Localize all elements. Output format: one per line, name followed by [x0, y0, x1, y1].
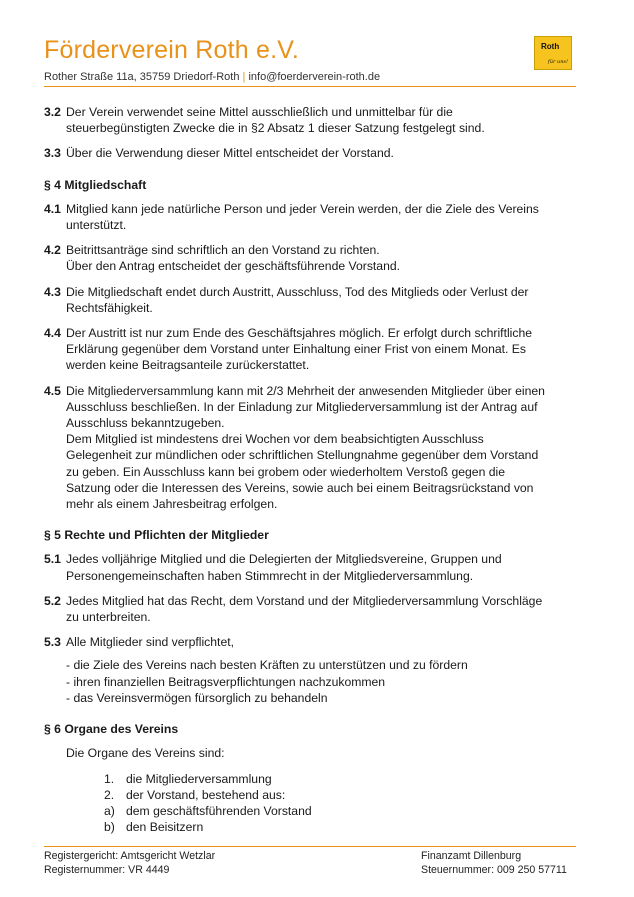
paragraph-line: Personengemeinschaften haben Stimmrecht in der Mitgliederversammlung. — [66, 568, 474, 583]
heading-section-6: § 6 Organe des Vereins — [44, 722, 179, 737]
list-marker: 1. — [104, 771, 115, 786]
organs-list — [44, 771, 578, 836]
paragraph-line: Der Verein verwendet seine Mittel ausschließlich und unmittelbar für die — [66, 105, 453, 119]
paragraph-number: 4.3 — [44, 284, 61, 299]
tax-number: Steuernummer: 009 250 57711 — [421, 864, 567, 876]
paragraph-line: Die Mitgliederversammlung kann mit 2/3 Mehrheit der anwesenden Mitglieder über einen — [66, 383, 545, 398]
paragraph-line: Jedes Mitglied hat das Recht, dem Vorstand und der Mitgliederversammlung Vorschläge — [66, 593, 543, 608]
paragraph-4-4 — [44, 325, 578, 374]
paragraph-5-1 — [44, 551, 578, 583]
logo-script-text: für uns! — [547, 59, 568, 65]
list-marker: 2. — [104, 787, 115, 802]
organ-item — [104, 803, 578, 819]
footer-divider — [44, 846, 576, 847]
paragraph-number: 5.3 — [44, 635, 61, 650]
paragraph-line: Über den Antrag entscheidet der geschäftsführende Vorstand. — [66, 259, 401, 274]
duties-list — [44, 657, 578, 706]
paragraph-number: 4.4 — [44, 326, 61, 341]
document-body — [44, 104, 578, 835]
organ-item — [104, 787, 578, 803]
paragraph-number: 3.3 — [44, 146, 61, 161]
email-address: info@foerderverein-roth.de — [248, 71, 381, 83]
organ-item — [104, 771, 578, 787]
organ-item — [104, 819, 578, 835]
tax-office: Finanzamt Dillenburg — [421, 850, 522, 862]
duty-item: - ihren finanziellen Beitragsverpflichtungen nachzukommen — [66, 674, 386, 689]
paragraph-4-2 — [44, 242, 578, 274]
paragraph-line: Dem Mitglied ist mindestens drei Wochen vor dem beabsichtigten Ausschluss — [66, 432, 484, 447]
paragraph-line: Über die Verwendung dieser Mittel entscheidet der Vorstand. — [66, 146, 394, 161]
header-divider — [44, 86, 576, 87]
paragraph-line: Jedes volljährige Mitglied und die Delegierten der Mitgliedsvereine, Gruppen und — [66, 552, 502, 567]
paragraph-3-3 — [44, 145, 578, 161]
register-court: Registergericht: Amtsgericht Wetzlar — [44, 850, 216, 862]
paragraph-number: 4.1 — [44, 201, 61, 216]
heading-section-4: § 4 Mitgliedschaft — [44, 177, 147, 192]
paragraph-4-3 — [44, 284, 578, 316]
paragraph-line: steuerbegünstigten Zwecke die in §2 Absatz 1 dieser Satzung festgelegt sind. — [66, 121, 485, 136]
organ-text: den Beisitzern — [126, 820, 204, 835]
paragraph-5-2 — [44, 593, 578, 625]
paragraph-number: 4.5 — [44, 383, 61, 398]
organ-text: der Vorstand, bestehend aus: — [126, 787, 286, 802]
logo-text: Roth — [541, 42, 560, 51]
footer-register-info — [44, 849, 215, 877]
organ-text: die Mitgliederversammlung — [126, 771, 272, 786]
list-marker: a) — [104, 803, 115, 818]
footer-tax-info — [421, 849, 567, 877]
paragraph-line: werden keine Beitragsanteile zurückerstattet. — [66, 358, 310, 373]
paragraph-line: zu unterbreiten. — [66, 610, 151, 625]
heading-section-5: § 5 Rechte und Pflichten der Mitglieder — [44, 528, 269, 543]
register-number: Registernummer: VR 4449 — [44, 864, 170, 876]
organ-text: dem geschäftsführenden Vorstand — [126, 803, 312, 818]
list-marker: b) — [104, 820, 115, 835]
paragraph-4-1 — [44, 201, 578, 233]
postal-address: Rother Straße 11a, 35759 Driedorf-Roth — [44, 71, 240, 83]
paragraph-line: zu geben. Ein Ausschluss kann bei grobem oder wiederholtem Verstoß gegen die — [66, 464, 506, 479]
paragraph-line: mehr als einem Jahresbeitrag erfolgen. — [66, 497, 278, 512]
paragraph-line: Die Mitgliedschaft endet durch Austritt, Ausschluss, Tod des Mitglieds oder Verlust der — [66, 284, 529, 299]
duty-item: - die Ziele des Vereins nach besten Kräften zu unterstützen und zu fördern — [66, 658, 468, 673]
duty-item: - das Vereinsvermögen fürsorglich zu behandeln — [66, 690, 328, 705]
paragraph-number: 3.2 — [44, 105, 61, 119]
paragraph-line: Satzung oder die Interessen des Vereins, sowie auch bei einem Beitragsrückstand von — [66, 480, 534, 495]
paragraph-5-3 — [44, 634, 578, 650]
header-address-line — [44, 71, 380, 83]
organization-title: Förderverein Roth e.V. — [44, 36, 299, 64]
paragraph-line: unterstützt. — [66, 218, 127, 233]
organs-intro: Die Organe des Vereins sind: — [66, 746, 225, 761]
paragraph-line: Rechtsfähigkeit. — [66, 300, 153, 315]
paragraph-line: Erklärung gegenüber dem Vorstand unter Einhaltung einer Frist von einem Monat. Es — [66, 342, 527, 357]
roth-logo — [534, 36, 572, 70]
paragraph-number: 5.1 — [44, 552, 61, 567]
paragraph-number: 4.2 — [44, 243, 61, 258]
paragraph-line: Mitglied kann jede natürliche Person und jeder Verein werden, der die Ziele des Vereins — [66, 201, 539, 216]
paragraph-number: 5.2 — [44, 593, 61, 608]
paragraph-line: Alle Mitglieder sind verpflichtet, — [66, 635, 234, 650]
address-separator: | — [242, 71, 246, 83]
paragraph-line: Ausschluss beschließen. In der Einladung zur Mitgliederversammlung ist der Antrag auf — [66, 399, 538, 414]
paragraph-line: Beitrittsanträge sind schriftlich an den Vorstand zu richten. — [66, 243, 380, 258]
paragraph-3-2 — [44, 104, 578, 136]
paragraph-line: Der Austritt ist nur zum Ende des Geschäftsjahres möglich. Er erfolgt durch schriftliche — [66, 326, 533, 341]
paragraph-line: Gelegenheit zur mündlichen oder schriftlichen Stellungnahme gegenüber dem Vorstand — [66, 448, 539, 463]
paragraph-line: Ausschluss bekanntzugeben. — [66, 416, 225, 431]
paragraph-4-5 — [44, 383, 578, 513]
